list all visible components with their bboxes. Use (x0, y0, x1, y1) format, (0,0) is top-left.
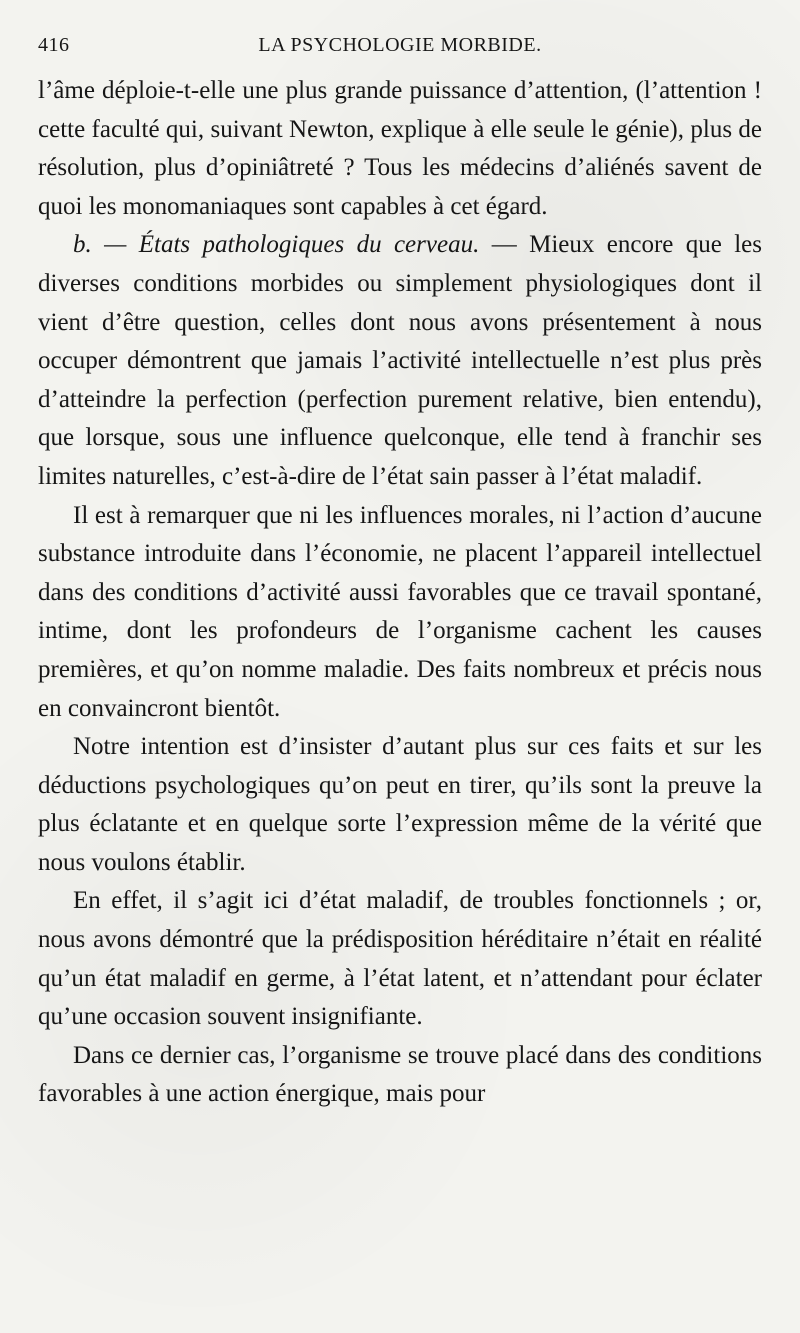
paragraph-2 (38, 226, 762, 496)
paragraph-5: En effet, il s’agit ici d’état maladif, de troubles fonctionnels ; or, nous avons démontré que la prédisposition héréditaire n’était en réalité qu’un état maladif en germe, à l’état latent, et n’attendant pour éclater qu’une occasion souvent insignifiante. (38, 887, 762, 1031)
paragraph-2-text: — Mieux encore que les diverses conditions morbides ou simplement physiologiques dont il vient d’être question, celles dont nous avons présentement à nous occuper démontrent que jamais l’activité intellectuelle n’est plus près d’atteindre la perfection (perfection purement relative, bien entendu), que lorsque, sous une influence quelconque, elle tend à franchir ses limites naturelles, c’est-à-dire de l’état sain passer à l’état maladif. (38, 231, 762, 490)
running-title: LA PSYCHOLOGIE MORBIDE. (258, 34, 542, 56)
paragraph-4: Notre intention est d’insister d’autant plus sur ces faits et sur les déductions psychologiques qu’on peut en tirer, qu’ils sont la preuve la plus éclatante et en quelque sorte l’expression même de la vérité que nous voulons établir. (38, 733, 762, 876)
paragraph-3: Il est à remarquer que ni les influences morales, ni l’action d’aucune substance introduite dans l’économie, ne placent l’appareil intellectuel dans des conditions d’activité aussi favorables que ce travail spontané, intime, dont les profondeurs de l’organisme cachent les causes premières, et qu’on nomme maladie. Des faits nombreux et précis nous en convaincront bientôt. (38, 501, 762, 722)
section-heading: États pathologiques du cerveau. (138, 231, 480, 259)
page-number: 416 (38, 34, 70, 56)
page-header (38, 34, 762, 72)
page-body (38, 72, 762, 1114)
paragraph-1: l’âme déploie-t-elle une plus grande puissance d’attention, (l’attention ! cette faculté qui, suivant Newton, explique à elle seule le génie), plus de résolution, plus d’opiniâtreté ? Tous les médecins d’aliénés savent de quoi les monomaniaques sont capables à cet égard. (38, 77, 762, 220)
paragraph-6: Dans ce dernier cas, l’organisme se trouve placé dans des conditions favorables à une action énergique, mais pour (38, 1041, 762, 1108)
section-letter: b. — (73, 231, 139, 259)
